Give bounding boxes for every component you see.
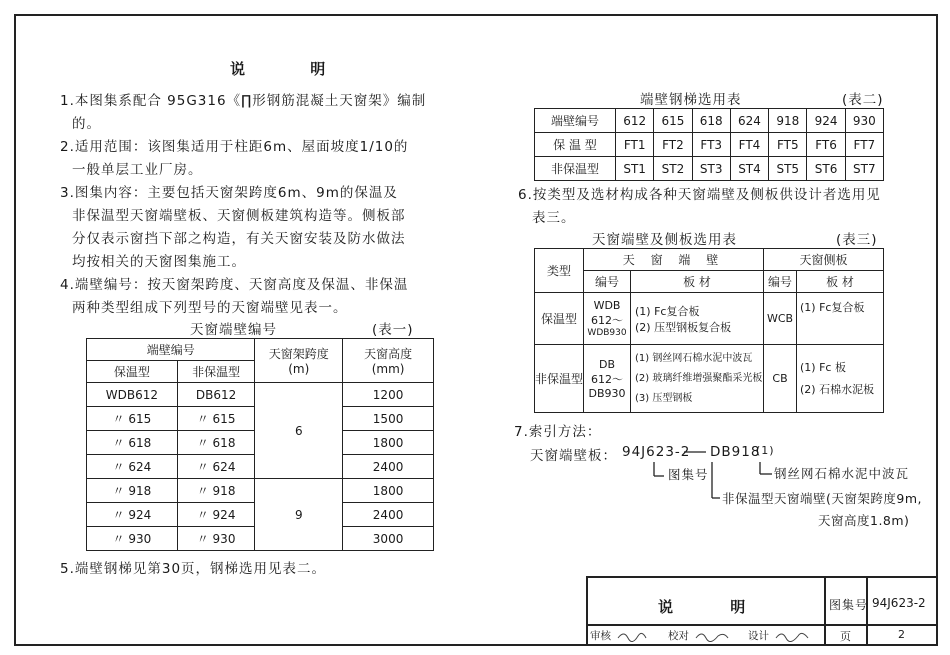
- table3-head-side-code: 编号: [764, 271, 797, 293]
- table2-tag: (表二): [842, 92, 884, 108]
- table3: [534, 248, 884, 413]
- table-cell: WDB612: [87, 383, 178, 407]
- page-heading: 说 明: [230, 60, 356, 78]
- item-7-label: 天窗端壁板：: [530, 448, 617, 464]
- table2-row-label: 非保温型: [535, 157, 616, 181]
- item-7-sub: (1): [756, 444, 775, 457]
- item-5: 5.端壁钢梯见第30页，钢梯选用见表二。: [60, 561, 327, 577]
- table3-head-code: 编号: [584, 271, 631, 293]
- table3-r1-side-material: (1) Fc复合板: [797, 293, 884, 345]
- table3-r1-material: [631, 293, 764, 345]
- table3-r1-type: 保温型: [535, 293, 584, 345]
- table1-span-6: 6: [255, 383, 343, 479]
- table3-r1-material-line: (2) 压型钢板复合板: [635, 320, 732, 334]
- table-cell: 〃 624: [177, 455, 255, 479]
- table-cell: 〃 918: [177, 479, 255, 503]
- table-cell: ST7: [845, 157, 883, 181]
- table-cell: FT5: [769, 133, 807, 157]
- table3-r2-material-line: (3) 压型钢板: [635, 392, 693, 404]
- table3-r1-side-code: WCB: [764, 293, 797, 345]
- table1-head-noninsul: 非保温型: [177, 361, 255, 383]
- table1-head-height: [343, 339, 434, 383]
- table1-head-height-unit: (mm): [371, 362, 405, 376]
- table-cell: 1800: [343, 431, 434, 455]
- table3-r2-code-line: DB930: [588, 386, 626, 400]
- table-cell: FT4: [730, 133, 768, 157]
- item-3-line-2: 非保温型天窗端壁板、天窗侧板建筑构造等。侧板部: [72, 208, 406, 224]
- table-cell: 〃 618: [87, 431, 178, 455]
- table3-r1-code-line: WDB: [593, 299, 621, 312]
- table-cell: FT3: [692, 133, 730, 157]
- table-cell: ST6: [807, 157, 845, 181]
- table-cell: 〃 930: [87, 527, 178, 551]
- table1-tag: (表一): [372, 322, 414, 338]
- sheet-title: 说 明: [658, 598, 772, 616]
- table3-r2-side-material-line: (1) Fc 板: [800, 360, 846, 374]
- item-3-line-3: 分仅表示窗挡下部之构造，有关天窗安装及防水做法: [72, 231, 406, 247]
- table3-head-type: 类型: [535, 249, 584, 293]
- item-4-line-1: 4.端壁编号：按天窗架跨度、天窗高度及保温、非保温: [60, 277, 409, 293]
- item-3-line-4: 均按相关的天窗图集施工。: [72, 254, 246, 270]
- table-cell: FT2: [654, 133, 692, 157]
- item-7-code: 94J623-2: [622, 444, 691, 460]
- table1-head-group: 端壁编号: [87, 339, 255, 361]
- table1: [86, 338, 434, 551]
- table-cell: 3000: [343, 527, 434, 551]
- check-label: 校对: [668, 630, 689, 642]
- item-7-note-type-2: 天窗高度1.8m): [818, 513, 910, 528]
- table-cell: 1800: [343, 479, 434, 503]
- table2-row-label: 保 温 型: [535, 133, 616, 157]
- table1-head-span-text: 天窗架跨度: [268, 347, 329, 361]
- table1-head-insul: 保温型: [87, 361, 178, 383]
- table3-r2-material: [631, 345, 764, 413]
- table-cell: 2400: [343, 455, 434, 479]
- table-cell: 〃 930: [177, 527, 255, 551]
- table-cell: 624: [730, 109, 768, 133]
- signature-marks: [614, 626, 824, 644]
- table-cell: FT7: [845, 133, 883, 157]
- table3-r2-side-code: CB: [764, 345, 797, 413]
- table3-r2-type: 非保温型: [535, 345, 584, 413]
- item-1-line-2: 的。: [72, 116, 101, 132]
- table3-r2-material-line: (2) 玻璃纤维增强聚酯采光板: [635, 372, 763, 384]
- table3-r2-side-material-line: (2) 石棉水泥板: [800, 382, 875, 396]
- page-label: 页: [840, 630, 852, 643]
- table-cell: 〃 618: [177, 431, 255, 455]
- item-6-line-1: 6.按类型及选材构成各种天窗端壁及侧板供设计者选用见: [518, 187, 881, 203]
- table-cell: 〃 615: [177, 407, 255, 431]
- table-cell: DB612: [177, 383, 255, 407]
- atlas-label: 图集号: [829, 598, 869, 612]
- table-cell: ST1: [616, 157, 654, 181]
- table-cell: 〃 924: [177, 503, 255, 527]
- table3-r2-side-material: [797, 345, 884, 413]
- table3-r1-material-line: (1) Fc复合板: [635, 304, 700, 318]
- title-block-row-line: [826, 624, 938, 626]
- table-cell: 1500: [343, 407, 434, 431]
- table1-head-height-text: 天窗高度: [364, 347, 413, 361]
- table3-title: 天窗端壁及侧板选用表: [592, 232, 737, 248]
- item-7-head: 7.索引方法：: [514, 424, 602, 440]
- table-cell: ST4: [730, 157, 768, 181]
- title-block-right: [826, 576, 938, 646]
- table-cell: 〃 924: [87, 503, 178, 527]
- page-number: 2: [898, 628, 906, 641]
- table-cell: ST3: [692, 157, 730, 181]
- table-cell: 〃 615: [87, 407, 178, 431]
- table-cell: FT6: [807, 133, 845, 157]
- table3-r2-material-line: (1) 钢丝网石棉水泥中波瓦: [635, 352, 753, 364]
- table-cell: 612: [616, 109, 654, 133]
- table-cell: 930: [845, 109, 883, 133]
- table3-r2-code-line: DB: [599, 357, 616, 371]
- table-cell: ST5: [769, 157, 807, 181]
- table3-r1-code-line: WDB930: [587, 328, 627, 338]
- table-cell: FT1: [616, 133, 654, 157]
- table-cell: 615: [654, 109, 692, 133]
- design-label: 设计: [748, 630, 769, 642]
- table-cell: 〃 918: [87, 479, 178, 503]
- table-cell: 918: [769, 109, 807, 133]
- table3-head-side-material: 板 材: [797, 271, 884, 293]
- table1-head-span: [255, 339, 343, 383]
- item-4-line-2: 两种类型组成下列型号的天窗端壁见表一。: [72, 300, 348, 316]
- table1-span-9: 9: [255, 479, 343, 551]
- table1-head-span-unit: (m): [288, 362, 310, 376]
- item-1-line-1: 1.本图集系配合 95G316《∏形钢筋混凝土天窗架》编制: [60, 93, 427, 109]
- table3-r1-code: [584, 293, 631, 345]
- table3-head-side: 天窗侧板: [764, 249, 884, 271]
- item-7-note-type: 非保温型天窗端壁(天窗架跨度9m,: [722, 491, 922, 506]
- item-2-line-1: 2.适用范围：该图集适用于柱距6m、屋面坡度1/10的: [60, 139, 409, 155]
- table3-r2-code-line: 612～: [591, 372, 624, 386]
- table3-tag: (表三): [836, 232, 878, 248]
- item-7-note-atlas: 图集号: [668, 467, 709, 482]
- item-3-line-1: 3.图集内容：主要包括天窗架跨度6m、9m的保温及: [60, 185, 398, 201]
- item-7-note-material: 钢丝网石棉水泥中波瓦: [774, 466, 910, 481]
- table-cell: 924: [807, 109, 845, 133]
- table2: [534, 108, 884, 181]
- table1-title: 天窗端壁编号: [190, 322, 277, 338]
- title-block: [586, 576, 938, 646]
- table-cell: ST2: [654, 157, 692, 181]
- atlas-number: 94J623-2: [872, 596, 926, 610]
- table2-title: 端壁钢梯选用表: [640, 92, 742, 108]
- table2-row-label: 端壁编号: [535, 109, 616, 133]
- item-2-line-2: 一般单层工业厂房。: [72, 162, 203, 178]
- table3-r2-code: [584, 345, 631, 413]
- table-cell: 618: [692, 109, 730, 133]
- review-label: 审核: [590, 630, 611, 642]
- table3-head-material: 板 材: [631, 271, 764, 293]
- item-7-num: DB918: [710, 444, 761, 460]
- table3-head-endwall: 天 窗 端 壁: [584, 249, 764, 271]
- table-cell: 〃 624: [87, 455, 178, 479]
- item-6-line-2: 表三。: [532, 210, 576, 226]
- table-cell: 2400: [343, 503, 434, 527]
- table3-r1-code-line: 612～: [591, 314, 624, 327]
- table-cell: 1200: [343, 383, 434, 407]
